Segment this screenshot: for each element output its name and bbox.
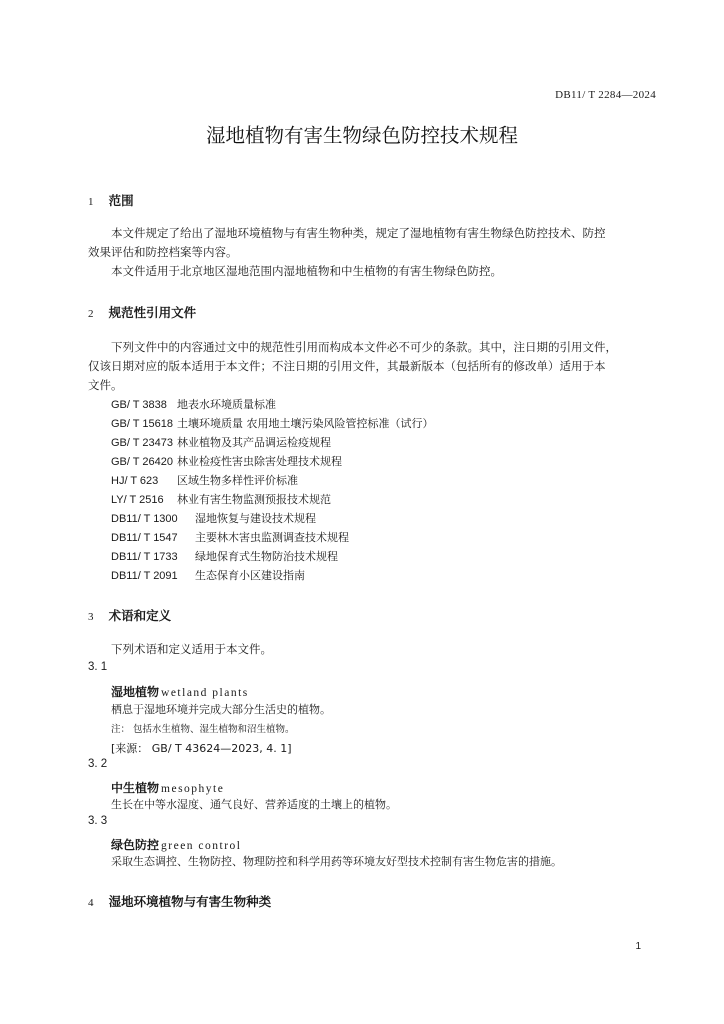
reference-code: GB/ T 15618 — [111, 418, 173, 430]
section-number: 2 — [88, 308, 94, 320]
reference-code: HJ/ T 623 — [111, 475, 159, 487]
term-zh: 绿色防控 — [111, 838, 160, 852]
reference-code: GB/ T 26420 — [111, 456, 173, 468]
reference-name: 地表水环境质量标准 — [177, 398, 276, 411]
section-2-body — [88, 338, 660, 395]
term-heading — [111, 681, 249, 700]
term-note: 注： 包括水生植物、湿生植物和沼生植物。 — [111, 724, 295, 735]
paragraph-line: 文件。 — [88, 378, 123, 392]
term-definition: 生长在中等水湿度、通气良好、营养适度的土壤上的植物。 — [111, 798, 397, 811]
paragraph-line: 本文件适用于北京地区湿地范围内湿地植物和中生植物的有害生物绿色防控。 — [111, 264, 502, 278]
reference-item — [111, 415, 434, 431]
reference-code: GB/ T 3838 — [111, 399, 167, 411]
term-heading — [111, 834, 242, 853]
reference-item — [111, 529, 349, 545]
standard-code: DB11/ T 2284—2024 — [555, 89, 656, 101]
reference-name: 生态保育小区建设指南 — [195, 569, 305, 582]
section-1-body — [88, 224, 660, 281]
section-3-intro: 下列术语和定义适用于本文件。 — [111, 642, 272, 656]
reference-code: DB11/ T 2091 — [111, 570, 178, 582]
section-number: 3 — [88, 611, 94, 623]
section-title: 湿地环境植物与有害生物种类 — [108, 894, 272, 909]
reference-code: DB11/ T 1300 — [111, 513, 178, 525]
term-heading — [111, 777, 224, 796]
section-4-heading — [88, 891, 271, 910]
reference-code: LY/ T 2516 — [111, 494, 164, 506]
term-number: 3. 3 — [88, 815, 108, 827]
reference-name: 区域生物多样性评价标准 — [177, 474, 298, 487]
term-definition: 采取生态调控、生物防控、物理防控和科学用药等环境友好型技术控制有害生物危害的措施。 — [111, 855, 562, 868]
paragraph-line: 本文件规定了给出了湿地环境植物与有害生物种类，规定了湿地植物有害生物绿色防控技术、防控 — [111, 226, 606, 240]
section-2-heading — [88, 302, 196, 321]
reference-name: 林业检疫性害虫除害处理技术规程 — [177, 455, 342, 468]
reference-name: 林业植物及其产品调运检疫规程 — [177, 436, 331, 449]
section-1-heading — [88, 190, 134, 209]
term-source: [来源： GB/ T 43624—2023, 4. 1] — [111, 742, 292, 755]
reference-item — [111, 434, 331, 450]
reference-item — [111, 491, 331, 507]
paragraph-line: 效果评估和防控档案等内容。 — [88, 245, 238, 259]
reference-name: 绿地保育式生物防治技术规程 — [195, 550, 338, 563]
paragraph-line: 下列文件中的内容通过文中的规范性引用而构成本文件必不可少的条款。其中，注日期的引用文件， — [111, 340, 617, 354]
reference-name: 林业有害生物监测预报技术规范 — [177, 493, 331, 506]
page-number: 1 — [635, 941, 641, 952]
section-title: 术语和定义 — [108, 608, 172, 623]
reference-code: DB11/ T 1733 — [111, 551, 178, 563]
section-3-heading — [88, 605, 171, 624]
term-en: wetland plants — [161, 687, 249, 699]
term-number: 3. 1 — [88, 661, 108, 673]
reference-name: 湿地恢复与建设技术规程 — [195, 512, 316, 525]
section-title: 范围 — [108, 193, 134, 208]
term-definition: 栖息于湿地环境并完成大部分生活史的植物。 — [111, 703, 331, 716]
section-number: 4 — [88, 897, 94, 909]
term-en: green control — [161, 840, 242, 852]
reference-item — [111, 510, 316, 526]
reference-item — [111, 548, 338, 564]
paragraph-line: 仅该日期对应的版本适用于本文件；不注日期的引用文件，其最新版本（包括所有的修改单）适用于本 — [88, 359, 606, 373]
document-title: 湿地植物有害生物绿色防控技术规程 — [205, 124, 518, 147]
reference-name: 主要林木害虫监测调查技术规程 — [195, 531, 349, 544]
section-number: 1 — [88, 196, 94, 208]
reference-code: DB11/ T 1547 — [111, 532, 178, 544]
reference-code: GB/ T 23473 — [111, 437, 173, 449]
term-zh: 湿地植物 — [111, 685, 160, 699]
reference-item — [111, 453, 342, 469]
reference-name: 土壤环境质量 农用地土壤污染风险管控标准（试行） — [177, 417, 434, 430]
reference-item — [111, 567, 305, 583]
term-zh: 中生植物 — [111, 781, 160, 795]
term-number: 3. 2 — [88, 758, 108, 770]
reference-item — [111, 472, 298, 488]
term-en: mesophyte — [161, 783, 225, 795]
reference-item — [111, 396, 276, 412]
section-title: 规范性引用文件 — [108, 305, 197, 320]
